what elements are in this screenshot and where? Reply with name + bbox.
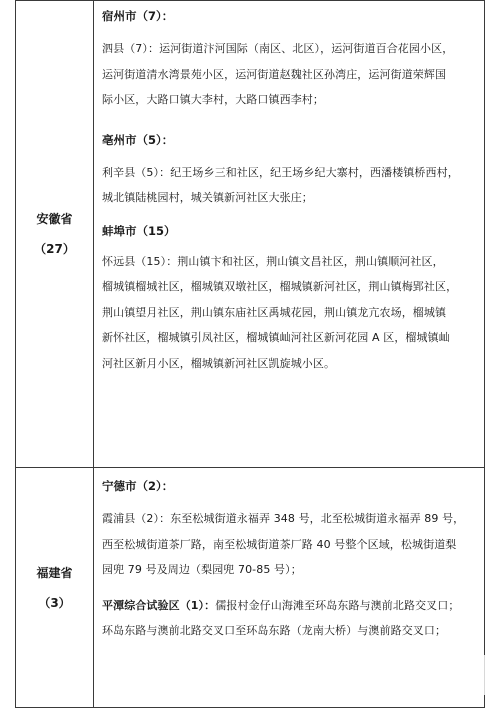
city-heading: 宿州市（7）： bbox=[102, 9, 174, 23]
county-detail bbox=[102, 160, 478, 211]
pilot-zone-heading: 平潭综合试验区（1）： bbox=[102, 598, 216, 612]
province-count: （27） bbox=[34, 242, 75, 256]
detail-line: 泗县（7）：运河街道汴河国际（南区、北区），运河街道百合花园小区， bbox=[102, 42, 454, 55]
province-name: 福建省 bbox=[36, 565, 73, 580]
detail-text: 儒报村金仔山海滩至环岛东路与澳前北路交叉口； bbox=[215, 598, 460, 612]
detail-line: 霞浦县（2）：东至松城街道永福弄 348 号，北至松城街道永福弄 89 号， bbox=[102, 512, 465, 525]
detail-line: 利辛县（5）：纪王场乡三和社区，纪王场乡纪大寨村，西潘楼镇桥西村， bbox=[102, 165, 459, 179]
detail-line: 西至松城街道茶厂路，南至松城街道茶厂路 40 号整个区域，松城街道梨 bbox=[102, 537, 457, 551]
table-row-anhui bbox=[16, 1, 485, 468]
city-heading: 亳州市（5）： bbox=[102, 132, 174, 147]
detail-line: 榴城镇榴城社区，榴城镇双墩社区，榴城镇新河社区，荆山镇梅郢社区， bbox=[102, 280, 458, 293]
province-cell bbox=[16, 468, 94, 708]
detail-line: 城北镇陆桃园村，城关镇新河社区大张庄； bbox=[102, 191, 313, 204]
province-cell bbox=[16, 1, 94, 468]
province-count: （3） bbox=[38, 595, 71, 610]
district-cell bbox=[94, 1, 485, 468]
detail-line: 怀远县（15）：荆山镇卞和社区，荆山镇文昌社区，荆山镇顺河社区， bbox=[102, 254, 444, 268]
detail-line: 河社区新月小区，榴城镇新河社区凯旋城小区。 bbox=[102, 356, 336, 370]
city-heading: 宁德市（2）： bbox=[102, 479, 174, 493]
county-detail bbox=[102, 249, 478, 377]
detail-line: 园兜 79 号及周边（梨园兜 70-85 号）； bbox=[102, 563, 302, 576]
county-detail bbox=[102, 593, 478, 644]
detail-line: 环岛东路与澳前北路交叉口至环岛东路（龙南大桥）与澳前路交叉口； bbox=[102, 624, 447, 637]
table-row-fujian bbox=[16, 468, 485, 708]
detail-line: 运河街道清水湾景苑小区，运河街道赵魏社区孙湾庄，运河街道荣辉国 bbox=[102, 67, 447, 81]
detail-line: 新怀社区，榴城镇引凤社区，榴城镇屾河社区新河花园 A 区，榴城镇屾 bbox=[102, 331, 450, 344]
detail-line bbox=[102, 593, 478, 619]
district-cell bbox=[94, 468, 485, 708]
city-heading: 蚌埠市（15） bbox=[102, 223, 176, 238]
province-name: 安徽省 bbox=[36, 212, 73, 226]
detail-line: 际小区，大路口镇大李村，大路口镇西李村； bbox=[102, 93, 324, 106]
detail-line: 荆山镇望月社区，荆山镇东庙社区禹城花园，荆山镇龙亢农场，榴城镇 bbox=[102, 305, 447, 319]
county-detail bbox=[102, 506, 478, 583]
risk-area-table bbox=[15, 0, 485, 708]
county-detail bbox=[102, 36, 478, 113]
